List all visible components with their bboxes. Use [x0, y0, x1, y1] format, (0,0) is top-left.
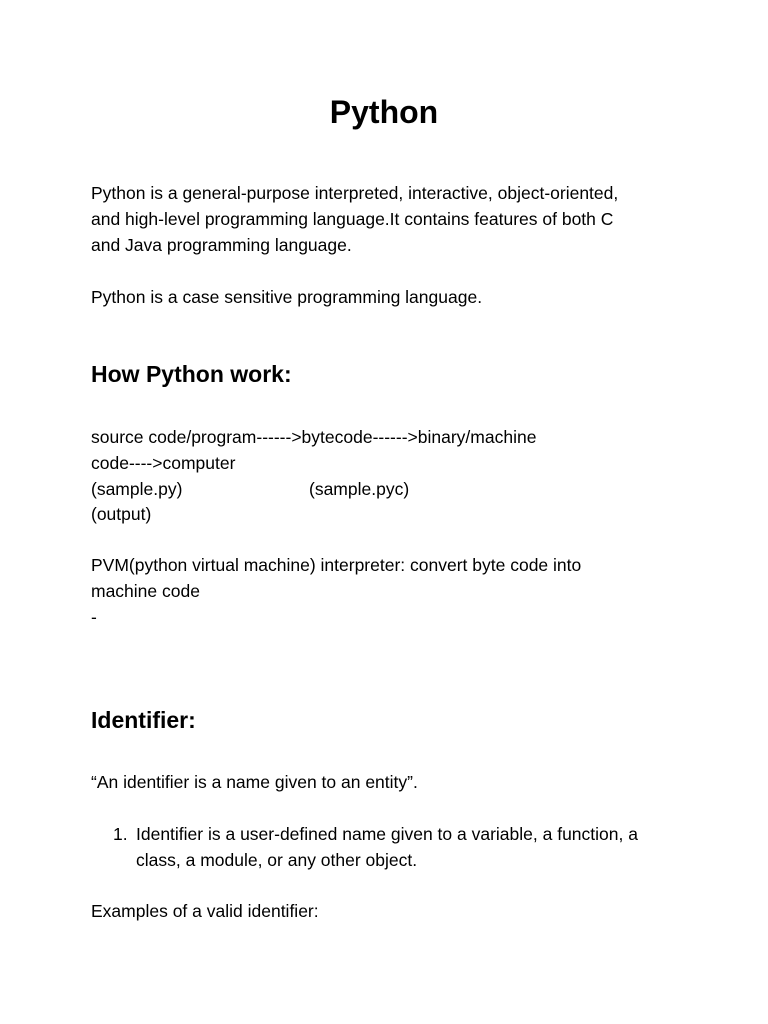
- output-label: (output): [91, 504, 152, 524]
- list-item-number: 1.: [113, 824, 128, 844]
- pvm-line-2: machine code: [91, 581, 200, 601]
- pvm-line-1: PVM(python virtual machine) interpreter: convert byte code into: [91, 555, 582, 575]
- intro-line-3: and Java programming language.: [91, 235, 352, 255]
- file-source-label: (sample.py): [91, 479, 183, 499]
- how-python-works-heading: How Python work:: [91, 361, 292, 387]
- file-bytecode-label: (sample.pyc): [309, 479, 410, 499]
- dash-line: -: [91, 607, 97, 627]
- list-item-line-2: class, a module, or any other object.: [136, 850, 418, 870]
- intro-line-1: Python is a general-purpose interpreted, interactive, object-oriented,: [91, 183, 619, 203]
- page-title: Python: [329, 94, 439, 130]
- list-item-line-1: Identifier is a user-defined name given to a variable, a function, a: [136, 824, 638, 844]
- flow-line-2: code---->computer: [91, 453, 236, 473]
- case-sensitive-paragraph: Python is a case sensitive programming language.: [91, 287, 483, 307]
- intro-line-2: and high-level programming language.It contains features of both C: [91, 209, 614, 229]
- examples-label: Examples of a valid identifier:: [91, 901, 319, 921]
- identifier-definition: “An identifier is a name given to an entity”.: [91, 772, 418, 792]
- flow-line-1: source code/program------>bytecode------>binary/machine: [91, 427, 537, 447]
- identifier-heading: Identifier:: [91, 707, 196, 733]
